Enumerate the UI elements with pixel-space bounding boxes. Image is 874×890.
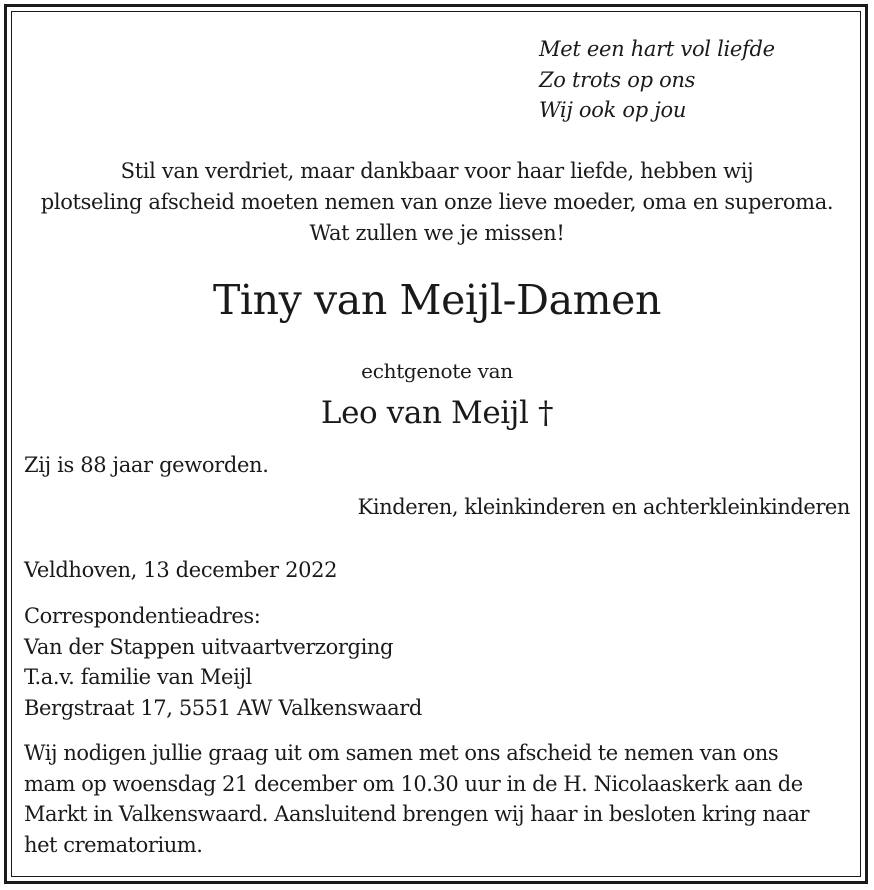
poem-line: Met een hart vol liefde xyxy=(539,37,775,61)
intro-line: Stil van verdriet, maar dankbaar voor haar liefde, hebben wij xyxy=(120,159,754,183)
signed-by: Kinderen, kleinkinderen en achterkleinkinderen xyxy=(357,495,850,519)
address-line: Van der Stappen uitvaartverzorging xyxy=(24,634,394,659)
deceased-name: Tiny van Meijl-Damen xyxy=(212,276,661,324)
spouse-label: echtgenote van xyxy=(361,359,513,383)
address-heading: Correspondentieadres: xyxy=(24,604,261,628)
intro-line: plotseling afscheid moeten nemen van onze lieve moeder, oma en superoma. xyxy=(40,190,834,214)
invitation-line: het crematorium. xyxy=(24,832,203,857)
poem-line: Wij ook op jou xyxy=(539,98,687,122)
place-date: Veldhoven, 13 december 2022 xyxy=(24,558,338,582)
invitation-text xyxy=(24,738,809,860)
invitation-line: Wij nodigen jullie graag uit om samen met ons afscheid te nemen van ons xyxy=(24,741,779,765)
invitation-line: Markt in Valkenswaard. Aansluitend brengen wij haar in besloten kring naar xyxy=(24,802,810,826)
address-line: Bergstraat 17, 5551 AW Valkenswaard xyxy=(24,695,422,720)
invitation-line: mam op woensdag 21 december om 10.30 uur in de H. Nicolaaskerk aan de xyxy=(24,771,803,796)
address-line: T.a.v. familie van Meijl xyxy=(24,665,252,689)
poem-line: Zo trots op ons xyxy=(539,67,696,92)
poem xyxy=(539,34,775,126)
spouse-name: Leo van Meijl † xyxy=(320,395,554,431)
age-statement: Zij is 88 jaar geworden. xyxy=(24,453,269,477)
correspondence-address xyxy=(24,601,422,723)
intro-text xyxy=(18,156,856,249)
intro-line: Wat zullen we je missen! xyxy=(309,221,565,245)
